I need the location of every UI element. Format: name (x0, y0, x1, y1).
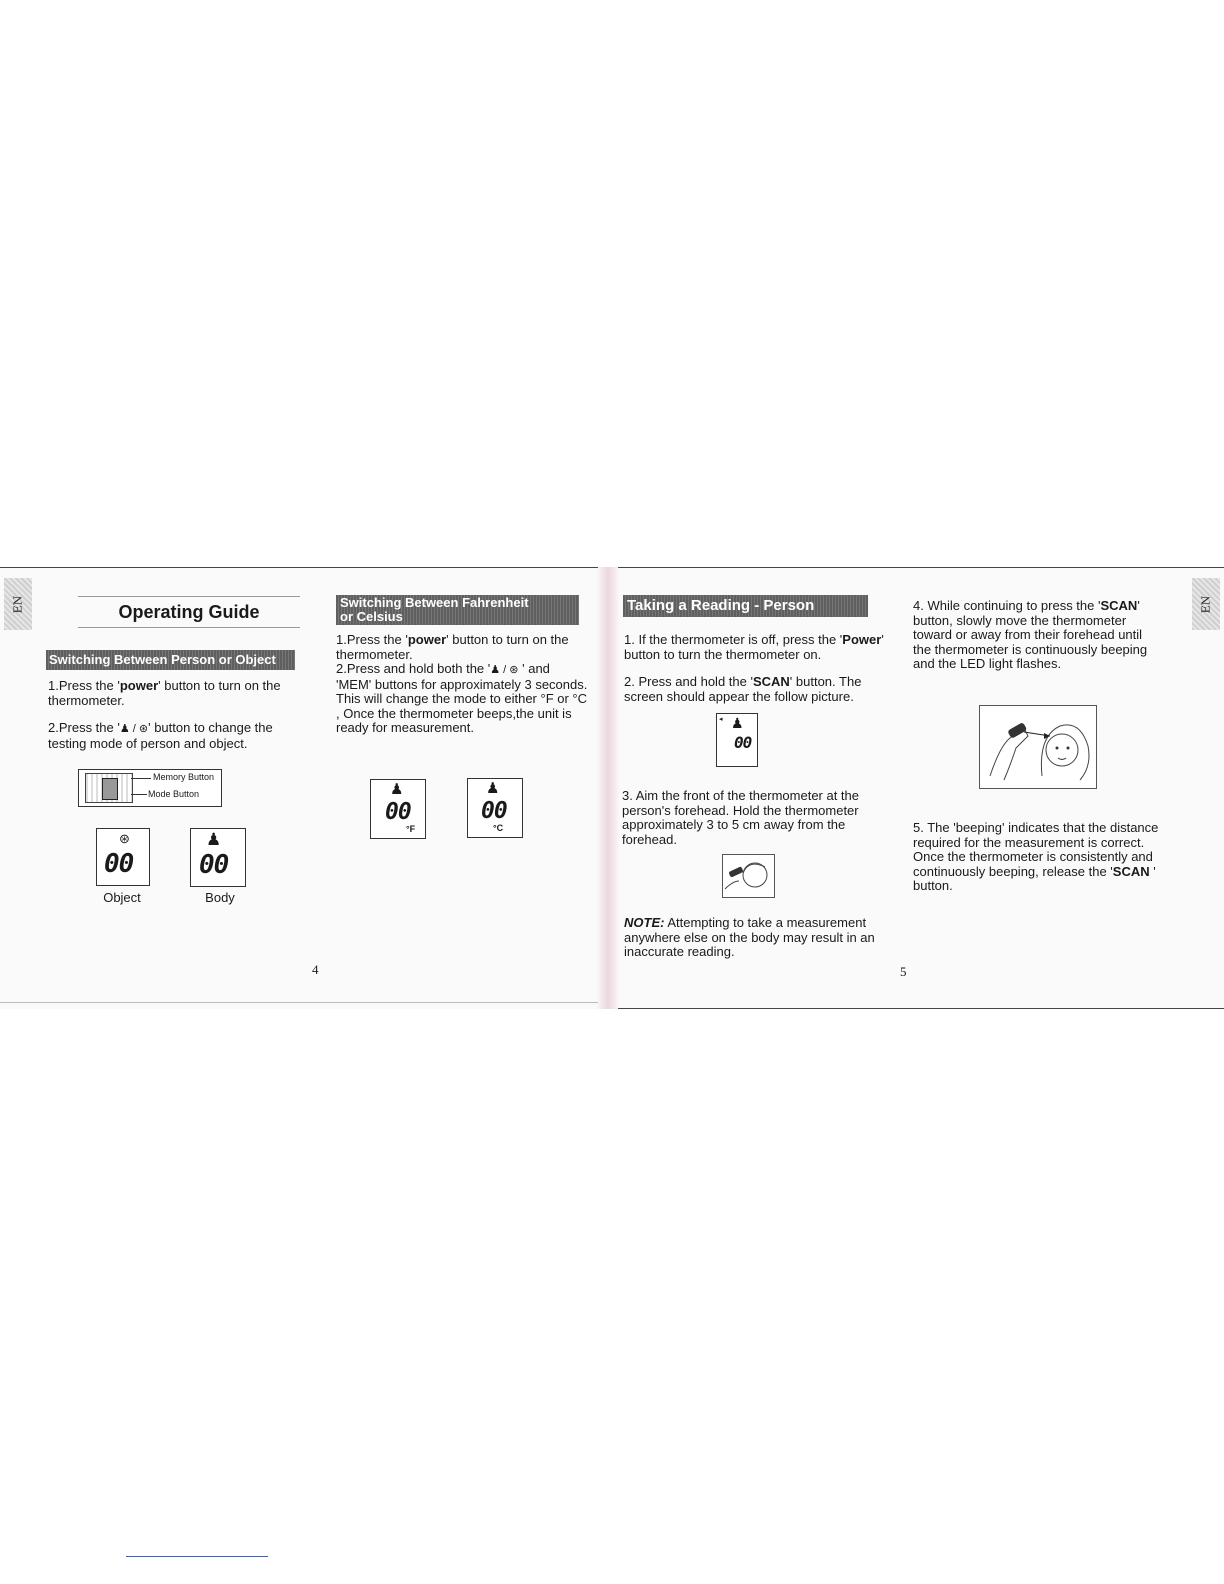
unit-celsius: °C (493, 823, 504, 833)
lcd-reading-digits: 00 (734, 733, 752, 752)
lcd-celsius (467, 778, 523, 838)
person-object-toggle-icon: ♟ / ⊛ (119, 723, 149, 735)
person-icon-c: ♟ (486, 780, 500, 797)
button-sketch-center (102, 778, 118, 800)
fahrenheit-heading-line-1: Switching Between Fahrenheit (340, 595, 529, 610)
section-heading-taking-reading: Taking a Reading - Person (623, 595, 868, 617)
fc-toggle-icon: ♟ / ⊛ (490, 664, 519, 676)
thermometer-buttons-sketch (85, 773, 133, 803)
forehead-scan-illustration (979, 705, 1097, 789)
fc-step-1: 1.Press the 'power' button to turn on the thermometer. (336, 632, 569, 662)
fahrenheit-heading-line-2: or Celsius (340, 609, 403, 624)
lcd-celsius-digits: 00 (481, 798, 507, 824)
mode-button-label: Mode Button (148, 789, 200, 799)
unit-fahrenheit: °F (406, 824, 416, 834)
caption-body: Body (205, 890, 235, 905)
caption-object: Object (103, 890, 141, 905)
reading-note: NOTE: Attempting to take a measurement anywhere else on the body may result in an inaccurate reading. (624, 915, 875, 959)
reading-step-4: 4. While continuing to press the 'SCAN' button, slowly move the thermometer toward or away from their forehead until the thermometer is continuously beeping and the LED light flashes. (913, 598, 1148, 671)
top-edge-right (618, 567, 1224, 568)
person-icon-reading: ♟ (731, 715, 744, 731)
lcd-body-mode (190, 828, 246, 887)
bottom-edge-right (618, 1008, 1224, 1009)
section-heading-fahrenheit-celsius (336, 595, 579, 625)
page-fold (596, 567, 620, 1009)
language-tab-left: EN (4, 578, 32, 630)
lcd-person-reading (716, 713, 758, 767)
lcd-body-digits: 00 (199, 850, 229, 880)
button-diagram (78, 769, 222, 807)
forehead-scan-drawing (980, 706, 1096, 788)
lcd-fahrenheit (370, 779, 426, 839)
lcd-object-digits: 00 (104, 849, 134, 879)
page-title: Operating Guide (78, 596, 300, 628)
page-number-right: 5 (900, 964, 907, 979)
section-heading-person-object: Switching Between Person or Object (46, 650, 295, 670)
note-label: NOTE: (624, 915, 665, 930)
object-mode-icon: ⊛ (119, 831, 130, 846)
fc-step-2: 2.Press and hold both the '♟ / ⊛ ' and 'MEM' buttons for approximately 3 seconds. This will change the mode to either °F or °C , Once the thermometer beeps,the unit is ready for measurement. (336, 661, 588, 735)
reading-step-5: 5. The 'beeping' indicates that the distance required for the measurement is correct. Once the thermometer is consistently and continuously beeping, release the 'SCAN ' button. (913, 820, 1159, 893)
reading-step-3: 3. Aim the front of the thermometer at the person's forehead. Hold the thermometer approximately 3 to 5 cm away from the forehead. (622, 788, 860, 847)
mode-button-leader (131, 794, 147, 795)
lcd-object-mode (96, 828, 150, 886)
language-tab-right: EN (1192, 578, 1220, 630)
person-icon: ♟ (206, 830, 222, 849)
forehead-scan-thumbnail (722, 854, 775, 898)
forehead-scan-sketch (723, 855, 774, 897)
memory-button-label: Memory Button (153, 772, 215, 782)
lcd-fahrenheit-digits: 00 (385, 799, 411, 825)
page-number-left: 4 (312, 962, 319, 977)
memory-button-leader (131, 778, 151, 779)
person-object-step-1: 1.Press the 'power' button to turn on the thermometer. (48, 678, 281, 708)
person-object-step-2: 2.Press the '♟ / ⊛' button to change the testing mode of person and object. (48, 720, 273, 751)
reading-step-1: 1. If the thermometer is off, press the 'Power' button to turn the thermometer on. (624, 632, 884, 662)
bottom-edge-left (0, 1002, 598, 1003)
person-icon-f: ♟ (390, 781, 404, 798)
top-edge-left (0, 567, 598, 568)
bottom-underline (126, 1556, 268, 1557)
reading-step-2: 2. Press and hold the 'SCAN' button. The screen should appear the follow picture. (624, 674, 862, 704)
memory-arrow-icon: ◂ (719, 716, 723, 723)
